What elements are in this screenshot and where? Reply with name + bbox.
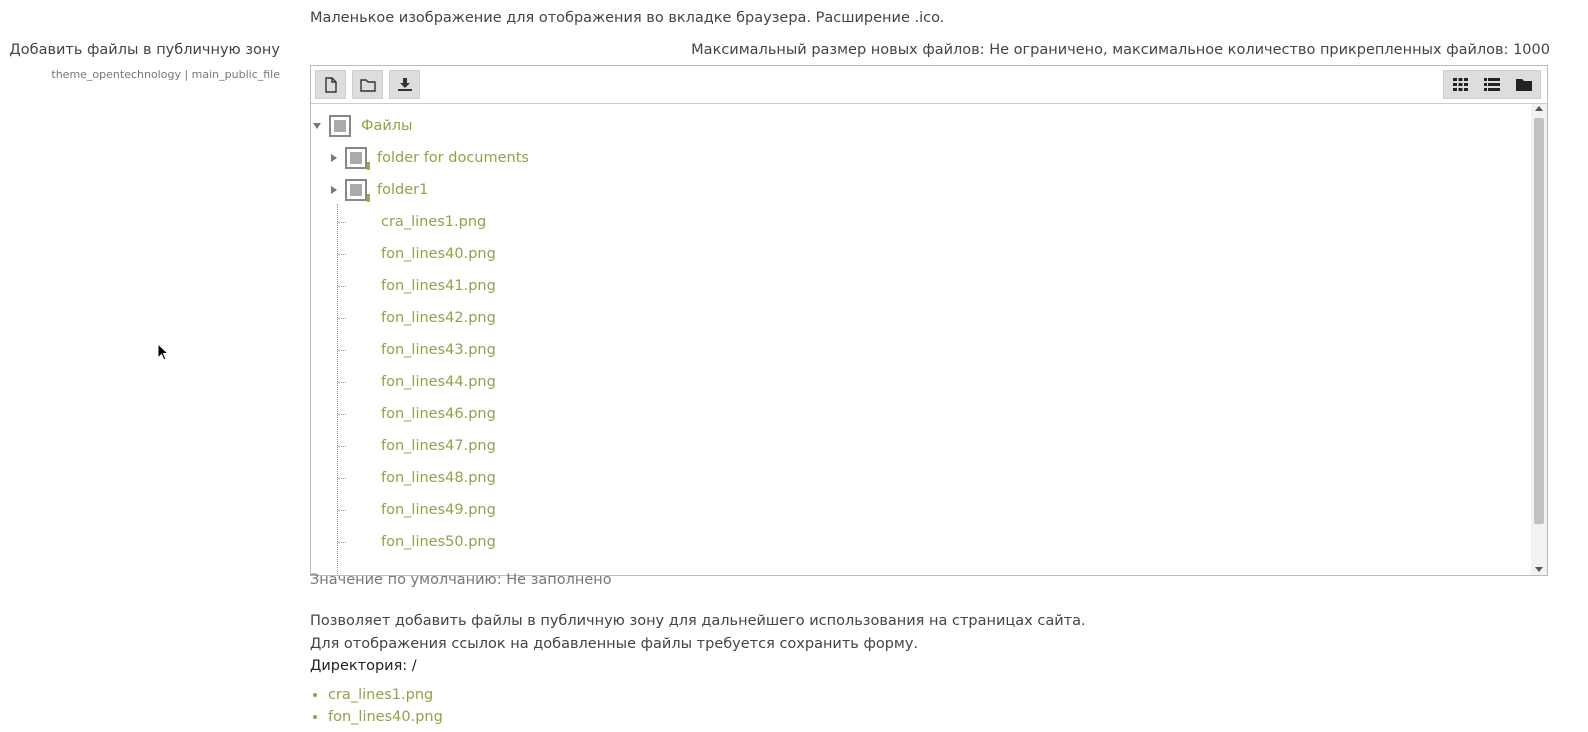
tree-root-label[interactable]: Файлы [361,118,413,134]
default-value: Значение по умолчанию: Не заполнено [310,572,612,588]
collapse-toggle-icon[interactable] [331,154,337,162]
tree-file[interactable] [381,462,496,494]
file-link[interactable]: cra_lines1.png [328,687,434,703]
tree-root[interactable] [313,110,413,142]
tree-guide-line [337,204,338,575]
help-line: Позволяет добавить файлы в публичную зону для дальнейшего использования на страницах сайта. [310,613,1086,629]
tree-file-label[interactable]: fon_lines49.png [381,502,496,518]
add-file-button[interactable] [315,70,346,99]
directory-label: Директория: / [310,658,417,674]
tree-file-label[interactable]: fon_lines46.png [381,406,496,422]
add-file-icon [324,77,338,93]
field-description: Маленькое изображение для отображения во вкладке браузера. Расширение .ico. [310,10,945,26]
list-view-icon [1484,78,1500,91]
view-mode-group [1443,70,1541,99]
tree-file[interactable] [381,366,496,398]
field-label: Добавить файлы в публичную зону [9,42,280,58]
tree-view-button[interactable] [1508,71,1540,98]
download-all-button[interactable] [389,70,420,99]
file-link[interactable]: fon_lines40.png [328,709,443,725]
tree-file[interactable] [381,334,496,366]
folder-icon [345,147,367,169]
tree-file[interactable] [381,270,496,302]
tree-file-label[interactable]: fon_lines48.png [381,470,496,486]
tree-file-label[interactable]: fon_lines47.png [381,438,496,454]
list-item [328,684,443,706]
tree-file[interactable] [381,398,496,430]
public-files-list [310,684,443,728]
scroll-thumb[interactable] [1534,118,1544,524]
tree-folder[interactable] [331,142,529,174]
tree-file-label[interactable]: fon_lines40.png [381,246,496,262]
tree-file[interactable] [381,494,496,526]
tree-file-label[interactable]: fon_lines41.png [381,278,496,294]
help-line: Для отображения ссылок на добавленные файлы требуется сохранить форму. [310,635,919,652]
tree-file[interactable] [381,430,496,462]
field-sublabel: theme_opentechnology | main_public_file [51,68,280,81]
scroll-up-arrow-icon[interactable] [1535,106,1543,111]
scroll-down-arrow-icon[interactable] [1535,567,1543,572]
grid-view-button[interactable] [1444,71,1476,98]
collapse-toggle-icon[interactable] [331,186,337,194]
tree-scrollbar[interactable] [1531,104,1547,575]
help-text [310,610,1086,678]
create-folder-button[interactable] [352,70,383,99]
tree-file-label[interactable]: fon_lines43.png [381,342,496,358]
field-label-column [0,42,280,81]
file-tree [311,104,1531,575]
download-icon [397,77,413,92]
expand-toggle-icon[interactable] [313,123,321,129]
file-manager [310,65,1548,576]
file-manager-toolbar [311,66,1547,104]
tree-file[interactable] [381,238,496,270]
tree-file-label[interactable]: fon_lines44.png [381,374,496,390]
tree-folder-label[interactable]: folder for documents [377,150,529,166]
tree-file[interactable] [381,526,496,558]
tree-file-label[interactable]: cra_lines1.png [381,214,487,230]
folder-icon [329,115,351,137]
upload-limits: Максимальный размер новых файлов: Не ограничено, максимальное количество прикрепленных файлов: 1000 [691,42,1550,58]
list-item [328,706,443,728]
create-folder-icon [360,78,376,92]
list-view-button[interactable] [1476,71,1508,98]
mouse-cursor-icon [157,343,169,361]
folder-icon [345,179,367,201]
tree-folder[interactable] [331,174,428,206]
tree-file-label[interactable]: fon_lines42.png [381,310,496,326]
grid-view-icon [1453,78,1468,91]
tree-file-label[interactable]: fon_lines50.png [381,534,496,550]
folder-view-icon [1516,78,1532,91]
tree-file[interactable] [381,206,486,238]
tree-folder-label[interactable]: folder1 [377,182,429,198]
tree-file[interactable] [381,302,496,334]
